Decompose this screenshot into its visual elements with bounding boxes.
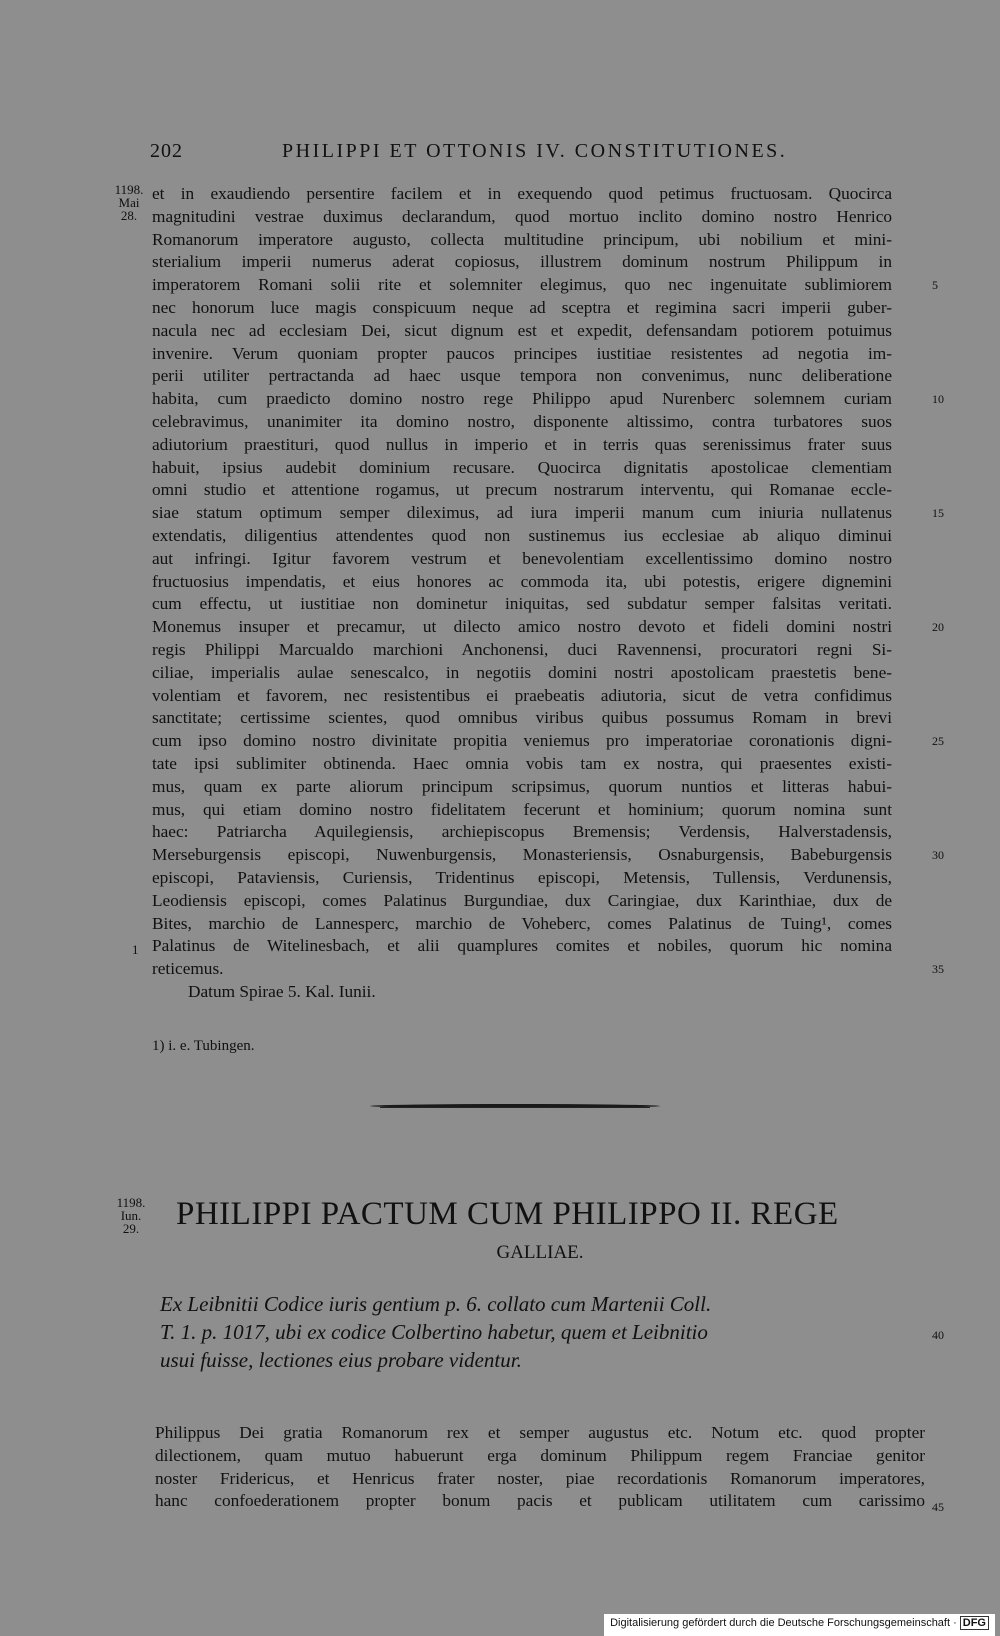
text-line: invenire. Verum quoniam propter paucos principes iustitiae resistentes ad negotia im-	[152, 343, 892, 363]
charter-body	[155, 1422, 925, 1513]
text-line: Palatinus de Witelinesbach, et alii quamplures comites et nobiles, quorum hic nomina	[152, 936, 892, 956]
text-line: sanctitate; certissime scientes, quod omnibus viribus quibus possumus Romam in brevi	[152, 708, 892, 728]
text-line: mus, quam ex parte aliorum principum scripsimus, quorum nuntios et litteras habui-	[152, 776, 892, 796]
section-subtitle: GALLIAE.	[496, 1242, 584, 1263]
text-line: fructuosius impendatis, et eius honores ac commoda ita, ubi potestis, erigere dignemini	[152, 571, 892, 591]
text-line: regis Philippi Marcualdo marchioni Anchonensi, duci Ravennensi, procuratori regni Si-	[152, 639, 892, 659]
text-line: Bites, marchio de Lannesperc, marchio de Voheberc, comes Palatinus de Tuing¹, comes	[152, 913, 892, 933]
text-line: magnitudini vestrae duximus declarandum, quod mortuo inclito domino nostro Henrico	[152, 206, 892, 226]
line-number: 40	[932, 1328, 944, 1342]
footnote-marker-margin: 1	[132, 942, 139, 957]
text-line: volentiam et favorem, nec resistentibus ei praebeatis adiutoria, sicut de vetra confidimus	[152, 685, 892, 705]
text-line: adiutorium praestituri, quod nullus in imperio et in terris quas serenissimus frater suus	[152, 434, 892, 454]
text-line: episcopi, Pataviensis, Curiensis, Tridentinus episcopi, Metensis, Tullensis, Verdunensis,	[152, 867, 892, 887]
margin-date-1: 1198. Mai 28.	[114, 182, 144, 223]
text-line: nec honorum luce magis conspicuum neque ad sceptra et regimina sacri imperii guber-	[152, 297, 892, 317]
running-header	[150, 140, 930, 170]
text-line: nacula nec ad ecclesiam Dei, sicut dignum est et expedit, defensandam potiorem potuimus	[152, 320, 892, 340]
datum-line: Datum Spirae 5. Kal. Iunii.	[188, 981, 376, 1001]
line-number: 5	[932, 278, 938, 293]
text-line: hanc confoederationem propter bonum pacis et publicam utilitatem cum carissimo	[155, 1491, 925, 1511]
text-line: Merseburgensis episcopi, Nuwenburgensis, Monasteriensis, Osnaburgensis, Babeburgensis	[152, 845, 892, 865]
digitization-footer	[604, 1614, 995, 1636]
running-title: PHILIPPI ET OTTONIS IV. CONSTITUTIONES.	[282, 140, 788, 162]
margin-date-2: 1198. Iun. 29.	[116, 1195, 146, 1236]
line-number: 20	[932, 620, 944, 635]
line-number: 30	[932, 848, 944, 863]
text-line: extendatis, diligentius attendentes quod non sustinemus ius ecclesiae ab aliquo diminui	[152, 525, 892, 545]
text-line: siae statum optimum semper dileximus, ad iura imperii manum cum iniuria nullatenus	[152, 503, 892, 523]
line-number: 35	[932, 962, 944, 977]
text-line: imperatorem Romani solii rite et solemniter elegimus, quo nec ingenuitate sublimiorem	[152, 275, 892, 295]
text-line: habita, cum praedicto domino nostro rege Philippo apud Nurenberc solemnem curiam	[152, 389, 892, 409]
text-line: aut infringi. Igitur favorem vestrum et benevolentiam excellentissimo domino nostro	[152, 548, 892, 568]
text-line: et in exaudiendo persentire facilem et in exequendo quod petimus fructuosam. Quocirca	[152, 184, 892, 203]
source-note: Ex Leibnitii Codice iuris gentium p. 6. collato cum Martenii Coll. T. 1. p. 1017, ubi ex codice Colbertino habetur, quem et Leibnitio usui fuisse, lectiones eius probare videntur.	[160, 1292, 712, 1372]
footnote: 1) i. e. Tubingen.	[152, 1038, 255, 1054]
text-line: reticemus.	[152, 959, 224, 979]
text-line: cum ipso domino nostro divinitate propitia veniemus pro imperatoriae coronationis digni-	[152, 731, 892, 751]
letter-body	[152, 183, 892, 1004]
line-number: 10	[932, 392, 944, 407]
dfg-logo: DFG	[960, 1616, 989, 1630]
line-number: 25	[932, 734, 944, 749]
text-line: noster Fridericus, et Henricus frater noster, piae recordationis Romanorum imperatores,	[155, 1468, 925, 1488]
text-line: mus, qui etiam domino nostro fidelitatem fecerunt et hominium; quorum nomina sunt	[152, 799, 892, 819]
text-line: tate ipsi sublimiter obtinenda. Haec omnia vobis tam ex nostra, qui praesentes existi-	[152, 753, 892, 773]
text-line: haec: Patriarcha Aquilegiensis, archiepiscopus Bremensis; Verdensis, Halverstadensis,	[152, 822, 892, 842]
line-number: 45	[932, 1500, 944, 1514]
text-line: ciliae, imperialis aulae senescalco, in negotiis domini nostri apostolicam praestetis bene-	[152, 662, 892, 682]
text-line: Philippus Dei gratia Romanorum rex et semper augustus etc. Notum etc. quod propter	[155, 1423, 925, 1442]
text-line: Leodiensis episcopi, comes Palatinus Burgundiae, dux Caringiae, dux Karinthiae, dux de	[152, 890, 892, 910]
section-title: PHILIPPI PACTUM CUM PHILIPPO II. REGE	[176, 1196, 839, 1232]
section-divider-line	[380, 1107, 650, 1108]
text-line: omni studio et attentione rogamus, ut precum nostrarum interventu, qui Romanae eccle-	[152, 480, 892, 500]
text-line: cum effectu, ut iustitiae non dominetur iniquitas, sed subdatur semper falsitas veritati.	[152, 594, 892, 614]
text-line: sterialium imperii numerus aderat copiosus, illustrem dominum nostrum Philippum in	[152, 252, 892, 272]
line-number: 15	[932, 506, 944, 521]
text-line: celebravimus, unanimiter ita domino nostro, disponente altissimo, contra turbatores suos	[152, 411, 892, 431]
text-line: dilectionem, quam mutuo habuerunt erga dominum Philippum regem Franciae genitor	[155, 1445, 925, 1465]
text-line: habuit, ipsius audebit dominium recusare. Quocirca dignitatis apostolicae clementiam	[152, 457, 892, 477]
page-number: 202	[150, 140, 183, 162]
text-line: perii utiliter pertractanda ad haec usque tempora non convenimus, nunc deliberatione	[152, 366, 892, 386]
footer-text: Digitalisierung gefördert durch die Deutsche Forschungsgemeinschaft ·	[610, 1617, 957, 1629]
text-line: Romanorum imperatore augusto, collecta multitudine principum, ubi nobilium et mini-	[152, 229, 892, 249]
text-line: Monemus insuper et precamur, ut dilecto amico nostro devoto et fideli domini nostri	[152, 617, 892, 637]
